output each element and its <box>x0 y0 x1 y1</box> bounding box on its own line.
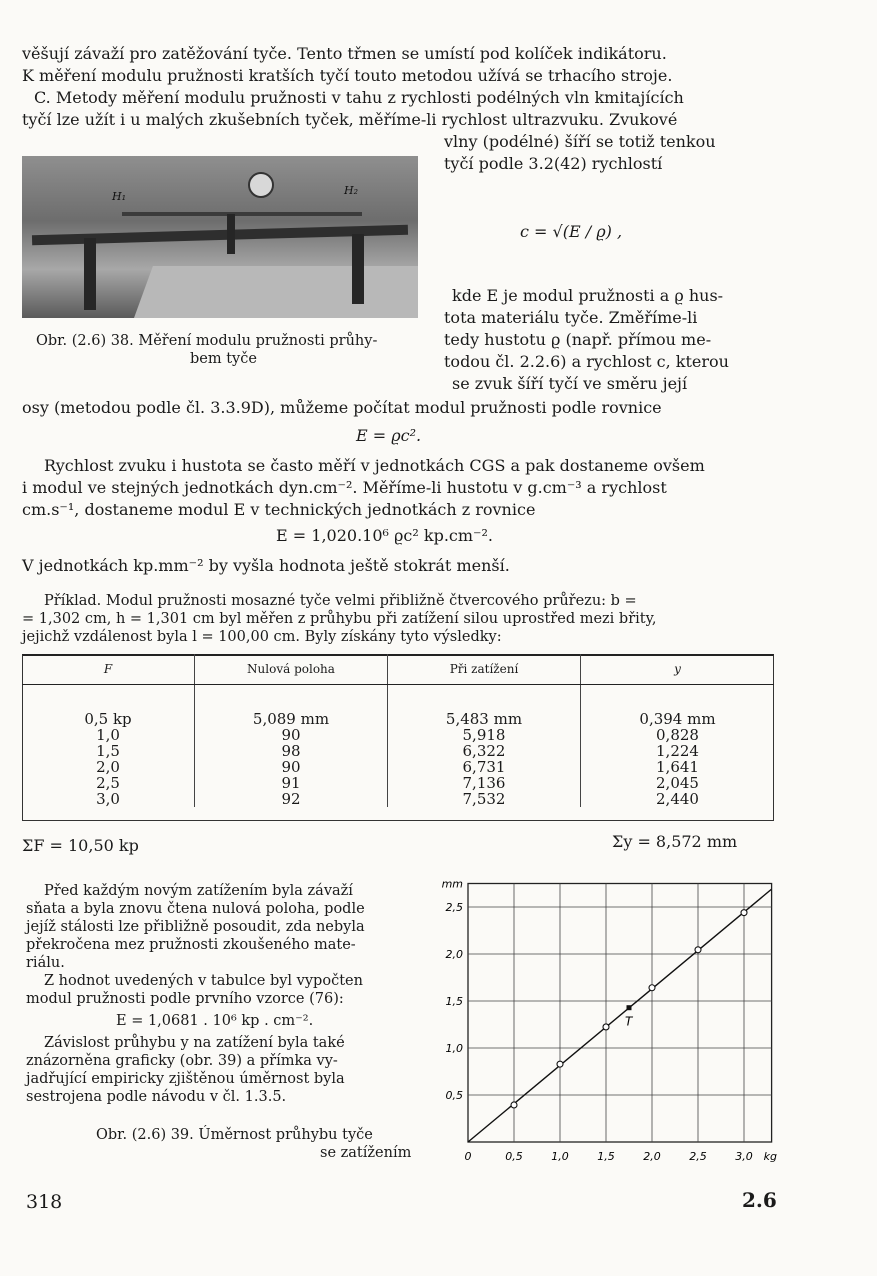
text-line: Z hodnot uvedených v tabulce byl vypočten <box>44 973 363 989</box>
text-line: věšují závaží pro zatěžování tyče. Tento třmen se umístí pod kolíček indikátoru. <box>22 44 667 63</box>
text-line: jejíž stálosti lze přibližně posoudit, zda nebyla <box>26 919 365 935</box>
x-tick-label: 0 <box>464 1150 472 1163</box>
data-point <box>511 1102 517 1108</box>
y-tick-label: 1,0 <box>445 1042 463 1055</box>
y-tick-label: 2,0 <box>445 948 463 961</box>
table-cell: 7,532 <box>388 791 581 807</box>
text-line: znázorněna graficky (obr. 39) a přímka vy- <box>26 1053 338 1069</box>
table-cell: 6,322 <box>388 743 581 759</box>
col-header-y: y <box>581 654 775 685</box>
table-cell: 92 <box>195 791 388 807</box>
data-point <box>557 1061 563 1067</box>
text-line: kde E je modul pružnosti a ϱ hus- <box>452 286 724 305</box>
x-tick-label: 0,5 <box>505 1150 523 1163</box>
table-cell: 90 <box>195 727 388 743</box>
data-point <box>695 947 701 953</box>
table-row <box>22 759 774 775</box>
table-row <box>22 791 774 807</box>
table-cell: 5,089 mm <box>195 685 388 728</box>
table-header-row <box>22 654 774 685</box>
sum-f: ΣF = 10,50 kp <box>22 836 139 855</box>
text-line: sňata a byla znovu čtena nulová poloha, podle <box>26 901 365 917</box>
figure-caption: se zatížením <box>320 1145 412 1161</box>
formula-e2: E = 1,0681 . 10⁶ kp . cm⁻². <box>116 1013 314 1029</box>
figure-caption: Obr. (2.6) 38. Měření modulu pružnosti průhy- <box>36 333 378 349</box>
photo-label-h1: H₁ <box>112 190 127 203</box>
text-line: tota materiálu tyče. Změříme-li <box>444 308 698 327</box>
example-line: = 1,302 cm, h = 1,301 cm byl měřen z průhybu při zatížení silou uprostřed mezi břity, <box>22 611 657 627</box>
data-point <box>741 910 747 916</box>
text-line: modul pružnosti podle prvního vzorce (76): <box>26 991 344 1007</box>
x-axis-label: kg <box>763 1150 777 1163</box>
table-cell: 6,731 <box>388 759 581 775</box>
section-number: 2.6 <box>742 1188 777 1212</box>
text-line: tedy hustotu ϱ (např. přímou me- <box>444 330 712 349</box>
y-tick-label: 0,5 <box>445 1089 463 1102</box>
text-line: Před každým novým zatížením byla závaží <box>44 883 353 899</box>
table-cell: 1,5 <box>96 742 120 760</box>
text-line: se zvuk šíří tyčí ve směru její <box>452 374 688 393</box>
x-tick-label: 2,0 <box>643 1150 661 1163</box>
table-cell: 91 <box>195 775 388 791</box>
y-tick-label: 1,5 <box>445 995 463 1008</box>
text-line: V jednotkách kp.mm⁻² by vyšla hodnota ještě stokrát menší. <box>22 556 510 575</box>
text-line: Rychlost zvuku i hustota se často měří v jednotkách CGS a pak dostaneme ovšem <box>44 456 705 475</box>
table-cell: 5,918 <box>388 727 581 743</box>
table-row <box>22 685 774 728</box>
table-cell: 1,0 <box>96 726 120 744</box>
figure-caption: Obr. (2.6) 39. Úměrnost průhybu tyče <box>96 1127 373 1143</box>
text-line: překročena mez pružnosti zkoušeného mate- <box>26 937 356 953</box>
col-header-f: F <box>22 654 195 685</box>
text-line: sestrojena podle návodu v čl. 1.3.5. <box>26 1089 287 1105</box>
figure-photo-bending-apparatus <box>22 156 418 318</box>
text-line: jadřující empiricky zjištěnou úměrnost byla <box>26 1071 345 1087</box>
table-cell: 2,0 <box>96 758 120 776</box>
dial-gauge-icon <box>248 172 274 198</box>
sum-y: Σy = 8,572 mm <box>612 832 738 851</box>
text-line: osy (metodou podle čl. 3.3.9D), můžeme počítat modul pružnosti podle rovnice <box>22 398 662 417</box>
text-line: K měření modulu pružnosti kratších tyčí touto metodou užívá se trhacího stroje. <box>22 66 673 85</box>
col-header-load: Při zatížení <box>388 654 581 685</box>
table-cell: 5,483 mm <box>388 685 581 728</box>
table-row <box>22 775 774 791</box>
x-tick-label: 3,0 <box>735 1150 753 1163</box>
text-line: C. Metody měření modulu pružnosti v tahu z rychlosti podélných vln kmitajících <box>34 88 684 107</box>
table-row <box>22 743 774 759</box>
data-point <box>649 985 655 991</box>
text-line: riálu. <box>26 955 65 971</box>
y-axis-label: mm <box>441 877 463 891</box>
table-cell: 0,5 kp <box>84 710 132 728</box>
table-cell: 1,641 <box>581 759 775 775</box>
table-cell: 0,394 mm <box>581 685 775 728</box>
text-line: Závislost průhybu y na zatížení byla také <box>44 1035 345 1051</box>
table-cell: 2,440 <box>581 791 775 807</box>
formula-c: c = √(E / ϱ) , <box>520 222 623 241</box>
formula-e: E = ϱc². <box>356 426 422 445</box>
data-point <box>603 1024 609 1030</box>
text-line: cm.s⁻¹, dostaneme modul E v technických jednotkách z rovnice <box>22 500 536 519</box>
text-line: tyčí lze užít i u malých zkušebních tyček, měříme-li rychlost ultrazvuku. Zvukové <box>22 110 678 129</box>
table-cell: 2,045 <box>581 775 775 791</box>
deflection-chart <box>434 876 804 1176</box>
figure-caption: bem tyče <box>190 351 257 367</box>
table-cell: 90 <box>195 759 388 775</box>
results-table <box>22 654 774 807</box>
example-line: jejichž vzdálenost byla l = 100,00 cm. Byly získány tyto výsledky: <box>22 629 502 645</box>
page-number: 318 <box>26 1191 63 1213</box>
x-tick-label: 1,5 <box>597 1150 615 1163</box>
text-line: vlny (podélné) šíří se totiž tenkou <box>444 132 716 151</box>
formula-tech: E = 1,020.10⁶ ϱc² kp.cm⁻². <box>276 526 493 545</box>
table-cell: 0,828 <box>581 727 775 743</box>
col-header-zero: Nulová poloha <box>195 654 388 685</box>
example-line: Příklad. Modul pružnosti mosazné tyče velmi přibližně čtvercového průřezu: b = <box>44 593 637 609</box>
table-row <box>22 727 774 743</box>
table-cell: 7,136 <box>388 775 581 791</box>
y-tick-label: 2,5 <box>445 901 463 914</box>
x-tick-label: 1,0 <box>551 1150 569 1163</box>
text-line: i modul ve stejných jednotkách dyn.cm⁻². Měříme-li hustotu v g.cm⁻³ a rychlost <box>22 478 667 497</box>
table-cell: 3,0 <box>96 790 120 808</box>
centroid-label: T <box>625 1014 633 1029</box>
centroid-point <box>627 1005 632 1010</box>
x-tick-label: 2,5 <box>689 1150 707 1163</box>
table-cell: 2,5 <box>96 774 120 792</box>
text-line: todou čl. 2.2.6) a rychlost c, kterou <box>444 352 729 371</box>
table-cell: 1,224 <box>581 743 775 759</box>
photo-label-h2: H₂ <box>344 184 359 197</box>
text-line: tyčí podle 3.2(42) rychlostí <box>444 154 663 173</box>
table-cell: 98 <box>195 743 388 759</box>
